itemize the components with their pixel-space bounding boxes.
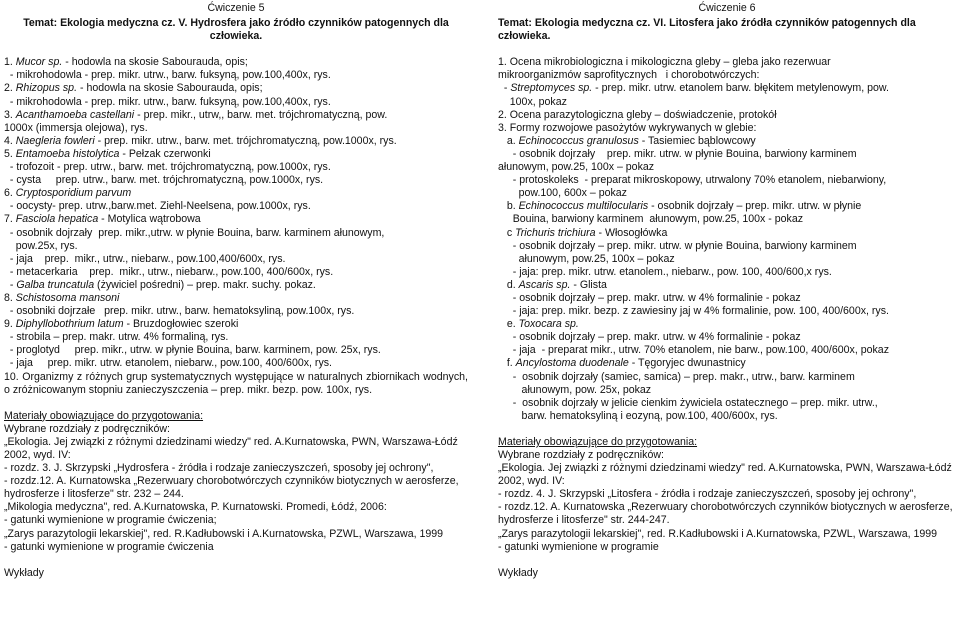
material-entry: - gatunki wymienione w programie ćwiczenia; [4, 514, 217, 527]
item-text: - Tasiemiec bąblowcowy [638, 134, 756, 147]
materials-heading: Materiały obowiązujące do przygotowania: [4, 409, 204, 422]
material-entry: - rozdz. 4. J. Skrzypski „Litosfera - źródła i rodzaje zanieczyszczeń, sposoby jej ochrony", [498, 488, 917, 501]
item-line [498, 200, 956, 213]
item-text: pow.25x, rys. [4, 239, 78, 252]
species-name: Galba truncatula [16, 278, 95, 291]
item-text: 1000x (immersja olejowa), rys. [4, 121, 148, 134]
species-name: Acanthamoeba castellani [15, 108, 135, 121]
item-line [4, 240, 468, 253]
species-name: Fasciola hepatica [15, 213, 99, 226]
species-name: Diphyllobothrium latum [15, 318, 124, 331]
item-text: ałunowym, pow.25, 100x – pokaz [498, 161, 655, 174]
item-text: - cysta prep. utrw., barw. met. trójchromatyczną, pow.1000x, rys. [4, 174, 324, 187]
item-line [498, 253, 956, 266]
item-text: 4. [4, 134, 16, 147]
species-name: Entamoeba histolytica [15, 147, 120, 160]
item-line [498, 56, 956, 69]
item-line [4, 174, 468, 187]
item-line [498, 227, 956, 240]
item-line [4, 82, 468, 95]
item-line [4, 109, 468, 122]
item-line [4, 56, 468, 69]
item-text: - prep. mikr., utrw,, barw. met. trójchromatyczną, pow. [134, 108, 388, 121]
species-name: Echinococcus granulosus [518, 134, 639, 147]
exercise-items [498, 56, 956, 423]
item-text: - Bruzdogłowiec szeroki [123, 318, 239, 331]
item-text: 8. [4, 291, 16, 304]
right-column [498, 0, 956, 580]
left-column [4, 0, 468, 580]
item-text: 7. [4, 213, 16, 226]
item-text: - Tęgoryjec dwunastnicy [628, 357, 746, 370]
item-text: 3. Formy rozwojowe pasożytów wykrywanych w glebie: [498, 121, 757, 134]
item-line [498, 384, 956, 397]
item-text: - mikrohodowla - prep. mikr. utrw., barw. fuksyną, pow.100,400x, rys. [4, 69, 331, 82]
item-text: - oocysty- prep. utrw.,barw.met. Ziehl-Neelsena, pow.1000x, rys. [4, 200, 311, 213]
item-line [4, 357, 468, 370]
item-line [498, 240, 956, 253]
material-entry: „Mikologia medyczna", red. A.Kurnatowska, P. Kurnatowski. Promedi, Łódź, 2006: [4, 501, 387, 514]
exercise-heading: Ćwiczenie 5 [207, 2, 265, 14]
item-line [498, 109, 956, 122]
item-text: - jaja prep. mikr. utrw. etanolem, niebarw., pow.100, 400/600x, rys. [4, 357, 332, 370]
species-name: Echinococcus multilocularis [518, 200, 649, 213]
item-text: e. [498, 318, 519, 331]
item-line [498, 266, 956, 279]
item-line [498, 410, 956, 423]
species-name: Mucor sp. [15, 56, 63, 69]
item-line [4, 187, 468, 200]
item-line [4, 292, 468, 305]
item-text: - hodowla na skosie Sabourauda, opis; [77, 82, 263, 95]
item-line [498, 344, 956, 357]
item-line [4, 161, 468, 174]
item-text: Bouina, barwiony karminem ałunowym, pow.25, 100x - pokaz [498, 213, 804, 226]
item-text: - protoskoleks - preparat mikroskopowy, utrwalony 70% etanolem, niebarwiony, [498, 174, 887, 187]
item-text: - jaja: prep. mikr. bezp. z zawiesiny jaj w 4% formalinie, pow. 100, 400/600x, rys. [498, 305, 889, 318]
exercise-heading: Ćwiczenie 6 [698, 2, 756, 14]
item-line [498, 318, 956, 331]
item-line [498, 135, 956, 148]
lectures-label: Wykłady [4, 566, 44, 579]
item-text: - jaja - preparat mikr., utrw. 70% etanolem, nie barw., pow.100, 400/600x, pokaz [498, 344, 890, 357]
exercise-items [4, 56, 468, 370]
item-text: - hodowla na skosie Sabourauda, opis; [62, 56, 248, 69]
item-text: - metacerkaria prep. mikr., utrw., niebarw., pow.100, 400/600x, rys. [4, 265, 334, 278]
item-line [4, 253, 468, 266]
item-line [498, 371, 956, 384]
species-name: Trichuris trichiura [515, 226, 596, 239]
item-line [4, 279, 468, 292]
item-text: 6. [4, 187, 16, 200]
species-name: Ancylostoma duodenale [515, 357, 629, 370]
item-text: - osobnik dojrzały – prep. mikr. utrw. w płynie Bouina, barwiony karminem [498, 239, 857, 252]
item-text: - osobnik dojrzały – prep. makr. utrw. w 4% formalinie - pokaz [498, 331, 801, 344]
item-line [498, 161, 956, 174]
item-text: - osobnik dojrzały – prep. mikr. utrw. w płynie [648, 200, 862, 213]
item-text: 1. Ocena mikrobiologiczna i mikologiczna gleby – gleba jako rezerwuar [498, 56, 831, 69]
item-text: a. [498, 134, 519, 147]
item-line [4, 122, 468, 135]
item-text: 2. Ocena parazytologiczna gleby – doświadczenie, protokół [498, 108, 777, 121]
item-text: - osobnik dojrzały w jelicie cienkim żywiciela ostatecznego – prep. mikr. utrw., [498, 396, 878, 409]
item-text: - proglotyd prep. mikr., utrw. w płynie Bouina, barw. karminem, pow. 25x, rys. [4, 344, 381, 357]
item-line [4, 135, 468, 148]
exercise-topic: Temat: Ekologia medyczna cz. V. Hydrosfera jako źródło czynników patogennych dla człowieka. [23, 17, 449, 43]
item-line [4, 305, 468, 318]
materials-list [498, 449, 956, 554]
item-text: - strobila – prep. makr. utrw. 4% formaliną, rys. [4, 331, 229, 344]
species-name: Toxocara sp. [518, 318, 579, 331]
item-line [498, 96, 956, 109]
item-text: 1. [4, 56, 16, 69]
item-text: - Pełzak czerwonki [119, 147, 211, 160]
species-name: Schistosoma mansoni [15, 291, 120, 304]
item-text: - prep. mikr. utrw. etanolem barw. błękitem metylenowym, pow. [592, 82, 889, 95]
material-entry: Wybrane rozdziały z podręczników: [4, 422, 170, 435]
item-line [498, 122, 956, 135]
material-entry: Wybrane rozdziały z podręczników: [498, 449, 664, 461]
item-text: 9. [4, 318, 16, 331]
lectures-label: Wykłady [498, 566, 538, 579]
material-entry: - rozdz.12. A. Kurnatowska „Rezerwuary chorobotwórczych czynników biotycznych w aerosferze, hydrosferze i litosferze" str. 244-247. [498, 501, 953, 527]
item-text: - trofozoit - prep. utrw., barw. met. trójchromatyczną, pow.1000x, rys. [4, 161, 331, 174]
item-text: 3. [4, 108, 16, 121]
species-name: Naegleria fowleri [15, 134, 95, 147]
item-text: ałunowym, pow. 25x, pokaz [498, 383, 652, 396]
materials-list [4, 423, 468, 554]
item-line [4, 213, 468, 226]
item-text: - [498, 82, 511, 95]
species-name: Ascaris sp. [518, 278, 571, 291]
item-line [4, 69, 468, 82]
item-text: - prep. mikr. utrw., barw. met. trójchromatyczną, pow.1000x, rys. [94, 134, 397, 147]
material-entry: „Zarys parazytologii lekarskiej", red. R.Kadłubowski i A.Kurnatowska, PZWL, Warszawa, 1999 [4, 527, 444, 540]
item-line [498, 305, 956, 318]
item-line [498, 213, 956, 226]
item-line [498, 279, 956, 292]
item-text: - Motylica wątrobowa [98, 213, 201, 226]
item-text: - osobnik dojrzały prep. mikr. utrw. w płynie Bouina, barwiony karminem [498, 147, 857, 160]
item-text: - osobnik dojrzały – prep. makr. utrw. w 4% formalinie - pokaz [498, 291, 801, 304]
item-line [4, 227, 468, 240]
item-text: - osobnik dojrzały prep. mikr.,utrw. w płynie Bouina, barw. karminem ałunowym, [4, 226, 385, 239]
item-text: pow.100, 600x – pokaz [498, 187, 627, 200]
item-text: - [4, 278, 17, 291]
item-text: - osobnik dojrzały (samiec, samica) – prep. makr., utrw., barw. karminem [498, 370, 855, 383]
material-entry: - rozdz.12. A. Kurnatowska „Rezerwuary chorobotwórczych czynników biotycznych w aerosferze, hydrosferze i litosferze" str. 232 – 244. [4, 475, 459, 501]
item-line [498, 148, 956, 161]
item-text: - osobniki dojrzałe prep. mikr. utrw., barw. hematoksyliną, pow.100x, rys. [4, 305, 355, 318]
item-line [498, 397, 956, 410]
item-text: - mikrohodowla - prep. mikr. utrw., barw. fuksyną, pow.100,400x, rys. [4, 95, 331, 108]
item-text: c [498, 226, 516, 239]
item-text: 5. [4, 147, 16, 160]
item-line [498, 187, 956, 200]
material-entry: - rozdz. 3. J. Skrzypski „Hydrosfera - źródła i rodzaje zanieczyszczeń, sposoby jej ochrony", [4, 462, 434, 475]
item-text: - Glista [570, 278, 607, 291]
materials-heading: Materiały obowiązujące do przygotowania: [498, 435, 698, 448]
item-text: - jaja: prep. mikr. utrw. etanolem., niebarw., pow. 100, 400/600,x rys. [498, 265, 832, 278]
material-entry: „Zarys parazytologii lekarskiej", red. R.Kadłubowski i A.Kurnatowska, PZWL, Warszawa, 1999 [498, 527, 938, 540]
item-text: (żywiciel pośredni) – prep. makr. suchy. pokaz. [94, 278, 316, 291]
material-entry: - gatunki wymienione w programie [498, 540, 659, 553]
item-line [4, 200, 468, 213]
item-line [498, 357, 956, 370]
item-10-paragraph: 10. Organizmy z różnych grup systematycznych występujące w naturalnych zbiornikach wodnych, o zróżnicowanym stopniu zanieczyszczenia – prep. mikr. bezp. pow. 100x, rys. [4, 370, 468, 396]
item-line [498, 82, 956, 95]
item-line [498, 331, 956, 344]
item-line [498, 292, 956, 305]
item-line [4, 96, 468, 109]
item-text: - jaja prep. mikr., utrw., niebarw., pow.100,400/600x, rys. [4, 252, 286, 265]
species-name: Streptomyces sp. [510, 82, 593, 95]
item-text: barw. hematoksyliną i eozyną, pow.100, 400/600x, rys. [498, 409, 778, 422]
exercise-topic: Temat: Ekologia medyczna cz. VI. Litosfera jako źródła czynników patogennych dla człowieka. [498, 17, 916, 43]
material-entry: - gatunki wymienione w programie ćwiczenia [4, 540, 214, 553]
item-text: - Włosogłówka [595, 226, 668, 239]
item-line [4, 344, 468, 357]
material-entry: „Ekologia. Jej związki z różnymi dziedzinami wiedzy" red. A.Kurnatowska, PWN, Warszawa-Łódź 2002, wyd. IV: [498, 462, 952, 488]
material-entry: „Ekologia. Jej związki z różnymi dziedzinami wiedzy" red. A.Kurnatowska, PWN, Warszawa-Łódź 2002, wyd. IV: [4, 435, 458, 461]
item-text: d. [498, 278, 519, 291]
species-name: Cryptosporidium parvum [15, 187, 132, 200]
item-line [4, 318, 468, 331]
species-name: Rhizopus sp. [15, 82, 78, 95]
item-text: ałunowym, pow.25, 100x – pokaz [498, 252, 675, 265]
item-line [498, 174, 956, 187]
item-text: 2. [4, 82, 16, 95]
item-line [4, 148, 468, 161]
item-text: b. [498, 200, 519, 213]
item-line [4, 331, 468, 344]
item-line [4, 266, 468, 279]
item-line [498, 69, 956, 82]
item-text: mikroorganizmów saprofitycznych i chorobotwórczych: [498, 69, 760, 82]
item-text: f. [498, 357, 516, 370]
item-text: 100x, pokaz [498, 95, 567, 108]
